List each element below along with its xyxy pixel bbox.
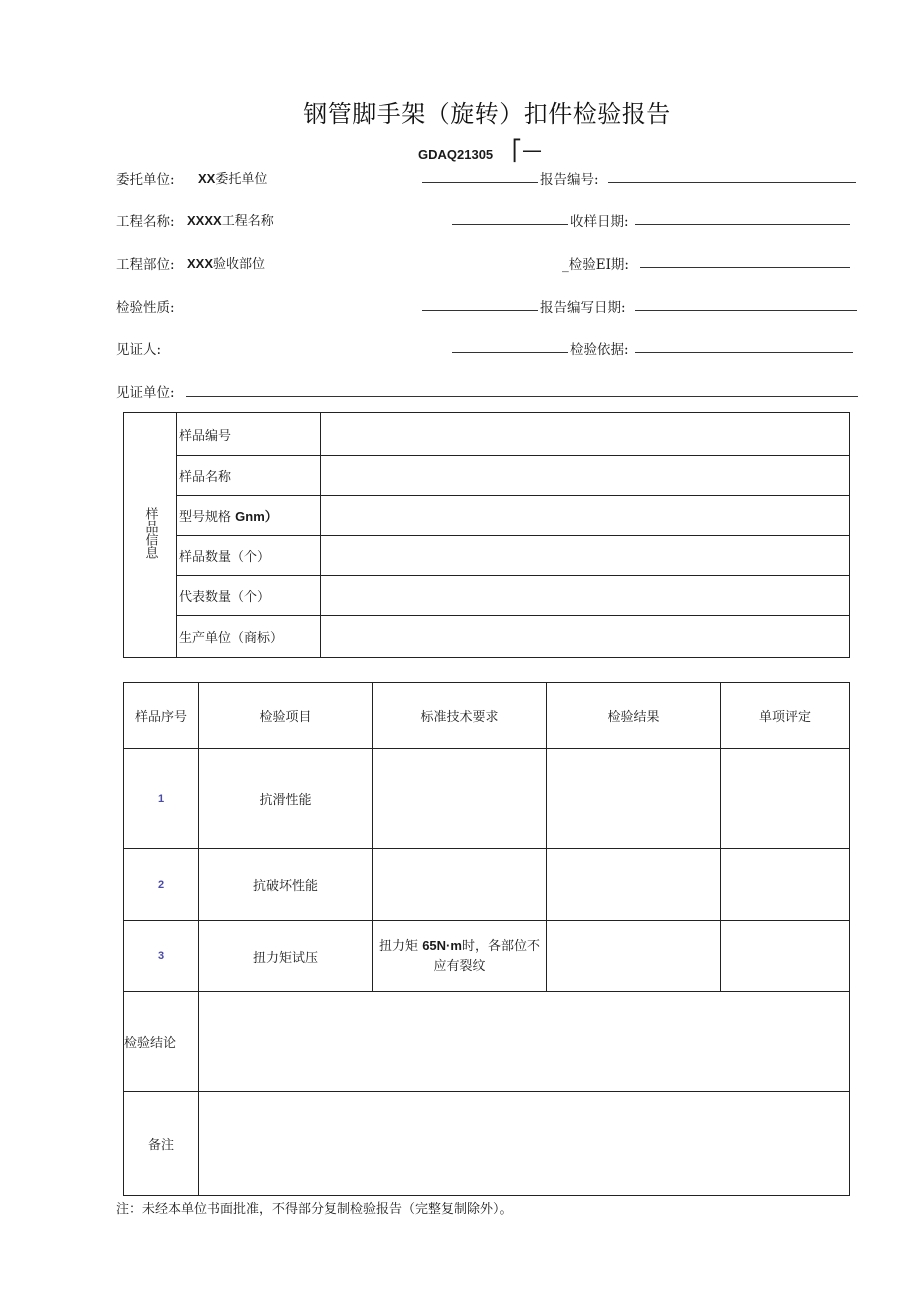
row-item: 抗破坏性能 — [199, 849, 373, 921]
remarks-row — [124, 1092, 850, 1196]
sample-row — [124, 456, 850, 496]
sample-row — [124, 576, 850, 616]
receive-date-label: 收样日期: — [570, 214, 629, 230]
witness-unit-label: 见证单位: — [116, 385, 175, 401]
client-value: XX委托单位 — [198, 171, 268, 187]
sample-row — [124, 536, 850, 576]
row-result[interactable] — [547, 921, 721, 992]
remarks-label: 备注 — [124, 1092, 199, 1196]
header-result: 检验结果 — [547, 683, 721, 749]
report-title: 钢管脚手架（旋转）扣件检验报告 — [303, 100, 671, 128]
sample-field-value[interactable] — [321, 456, 850, 496]
row-item: 扭力矩试压 — [199, 921, 373, 992]
table-row — [124, 921, 850, 992]
row-requirement: 扭力矩 65N·m时，各部位不 应有裂纹 — [373, 921, 547, 992]
row-rating[interactable] — [721, 749, 850, 849]
row-item: 抗滑性能 — [199, 749, 373, 849]
report-code-mark: ⎡— — [512, 138, 542, 162]
sample-field-value[interactable] — [321, 616, 850, 658]
project-label: 工程名称: — [116, 214, 175, 230]
inspect-date-field[interactable] — [640, 267, 850, 268]
conclusion-label: 检验结论 — [124, 992, 199, 1092]
row-rating[interactable] — [721, 849, 850, 921]
sample-field-label: 代表数量（个） — [177, 576, 321, 616]
basis-label: 检验依据: — [570, 342, 629, 358]
report-no-field[interactable] — [608, 182, 856, 183]
table-row — [124, 749, 850, 849]
header-item: 检验项目 — [199, 683, 373, 749]
basis-field[interactable] — [635, 352, 853, 353]
row-no: 2 — [124, 849, 199, 921]
write-date-field[interactable] — [635, 310, 857, 311]
conclusion-field[interactable] — [199, 992, 850, 1092]
basis-underline-left — [452, 352, 568, 353]
sample-section-label: 样品信息 — [142, 507, 158, 559]
conclusion-row — [124, 992, 850, 1092]
sample-field-value[interactable] — [321, 496, 850, 536]
location-value: XXX验收部位 — [187, 256, 266, 272]
receive-date-underline-left — [452, 224, 568, 225]
witness-unit-field[interactable] — [186, 396, 858, 397]
row-requirement — [373, 749, 547, 849]
client-label: 委托单位: — [116, 172, 175, 188]
sample-field-value[interactable] — [321, 576, 850, 616]
sample-row — [124, 616, 850, 658]
row-result[interactable] — [547, 849, 721, 921]
row-no: 3 — [124, 921, 199, 992]
header-rating: 单项评定 — [721, 683, 850, 749]
sample-field-label: 样品名称 — [177, 456, 321, 496]
sample-field-value[interactable] — [321, 536, 850, 576]
location-label: 工程部位: — [116, 257, 175, 273]
inspection-table — [123, 682, 850, 1196]
footer-note: 注：未经本单位书面批准，不得部分复制检验报告（完整复制除外）。 — [116, 1202, 513, 1217]
report-no-label: 报告编号: — [540, 172, 599, 188]
sample-row — [124, 496, 850, 536]
sample-section-cell — [124, 413, 177, 658]
inspect-date-label: _检验EI期: — [562, 257, 629, 273]
sample-info-table — [123, 412, 850, 658]
write-date-underline-left — [422, 310, 538, 311]
row-rating[interactable] — [721, 921, 850, 992]
project-value: XXXX工程名称 — [187, 213, 274, 229]
row-requirement — [373, 849, 547, 921]
sample-field-value[interactable] — [321, 413, 850, 456]
report-no-underline-left — [422, 182, 538, 183]
sample-field-label: 型号规格 Gnm） — [177, 496, 321, 536]
row-result[interactable] — [547, 749, 721, 849]
remarks-field[interactable] — [199, 1092, 850, 1196]
inspection-header-row — [124, 683, 850, 749]
row-no: 1 — [124, 749, 199, 849]
sample-field-label: 样品数量（个） — [177, 536, 321, 576]
witness-label: 见证人: — [116, 342, 162, 358]
table-row — [124, 849, 850, 921]
header-requirement: 标准技术要求 — [373, 683, 547, 749]
write-date-label: 报告编写日期: — [540, 300, 626, 316]
nature-label: 检验性质: — [116, 300, 175, 316]
sample-field-label: 生产单位（商标） — [177, 616, 321, 658]
header-sample-no: 样品序号 — [124, 683, 199, 749]
sample-row — [124, 413, 850, 456]
report-code: GDAQ21305 — [418, 147, 494, 162]
sample-field-label: 样品编号 — [177, 413, 321, 456]
receive-date-field[interactable] — [635, 224, 850, 225]
